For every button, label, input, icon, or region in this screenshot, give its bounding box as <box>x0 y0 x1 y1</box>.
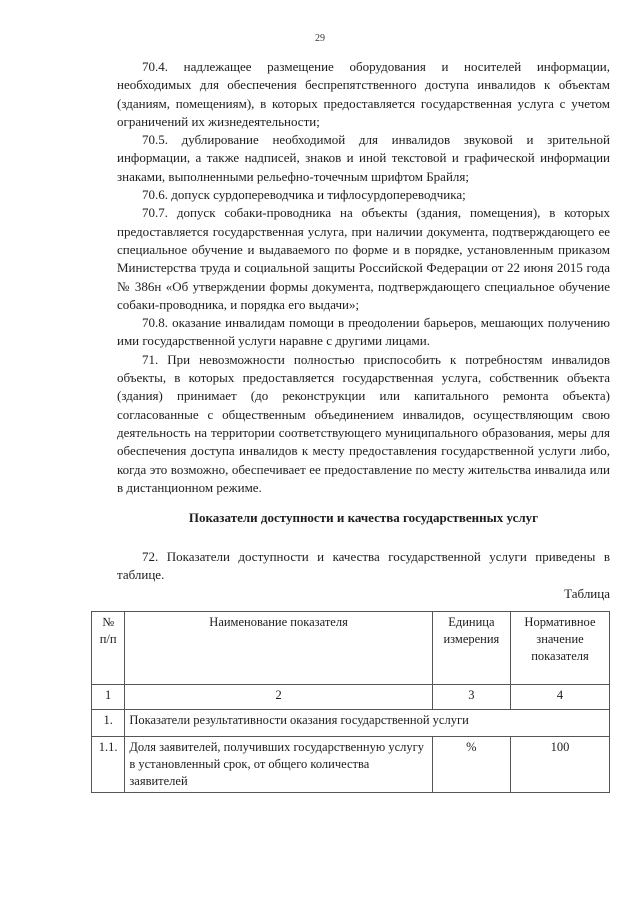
page-number: 29 <box>315 33 325 44</box>
header-unit: Единица измерения <box>432 612 510 685</box>
header-normative-value: Нормативное значение показателя <box>510 612 609 685</box>
paragraph-70-4: 70.4. надлежащее размещение оборудования и носителей информации, необходимых для обеспечения беспрепятственного доступа инвалидов к объектам (зданиям, помещениям), в которых предоставляется государственная услуга с учетом ограничений их жизнедеятельности; <box>117 59 610 129</box>
section-row-number: 1. <box>92 710 125 737</box>
column-number-3: 3 <box>432 685 510 710</box>
section-heading: Показатели доступности и качества государственных услуг <box>188 510 539 525</box>
body-text <box>117 58 610 497</box>
paragraph-70-8: 70.8. оказание инвалидам помощи в преодолении барьеров, мешающих получению ими государственной услуги наравне с другими лицами. <box>117 315 610 349</box>
header-number: № п/п <box>92 612 125 685</box>
paragraph-70-5: 70.5. дублирование необходимой для инвалидов звуковой и зрительной информации, а также надписей, знаков и иной текстовой и графической информации знаками, выполненными рельефно-точечным шрифтом Брайля; <box>117 132 610 184</box>
indicators-table <box>91 611 610 793</box>
paragraph-70-6: 70.6. допуск сурдопереводчика и тифлосурдопереводчика; <box>142 187 466 203</box>
table-column-numbers-row <box>92 685 610 710</box>
header-indicator-name: Наименование показателя <box>125 612 432 685</box>
row-number: 1.1. <box>92 737 125 793</box>
column-number-1: 1 <box>92 685 125 710</box>
row-indicator-name: Доля заявителей, получивших государственную услугу в установленный срок, от общего количества заявителей <box>125 737 432 793</box>
table-caption: Таблица <box>564 586 610 601</box>
paragraph-70-7: 70.7. допуск собаки-проводника на объекты (здания, помещения), в которых предоставляется государственная услуга, при наличии документа, подтверждающего ее специальное обучение и выдаваемого по форме и в порядке, установленным приказом Министерства труда и социальной защиты Российской Федерации от 22 июня 2015 года № 386н «Об утверждении формы документа, подтверждающего специальное обучение собаки-проводника, и порядка его выдачи»; <box>117 205 610 312</box>
paragraph-71: 71. При невозможности полностью приспособить к потребностям инвалидов объекты, в которых предоставляется государственная услуга, собственник объекта (здания) принимает (до реконструкции или капитального ремонта объекта) согласованные с общественным объединением инвалидов, осуществляющим свою деятельность на территории соответствующего муниципального образования, меры для обеспечения доступа инвалидов к месту предоставления государственной услуги либо, когда это возможно, обеспечивает ее предоставление по месту жительства инвалида или в дистанционном режиме. <box>117 351 610 495</box>
table-row <box>92 737 610 793</box>
table-header-row <box>92 612 610 685</box>
column-number-4: 4 <box>510 685 609 710</box>
row-unit: % <box>432 737 510 793</box>
column-number-2: 2 <box>125 685 432 710</box>
section-row-text: Показатели результативности оказания государственной услуги <box>125 710 610 737</box>
paragraph-72: 72. Показатели доступности и качества государственной услуги приведены в таблице. <box>117 549 610 583</box>
table-section-row <box>92 710 610 737</box>
row-value: 100 <box>510 737 609 793</box>
